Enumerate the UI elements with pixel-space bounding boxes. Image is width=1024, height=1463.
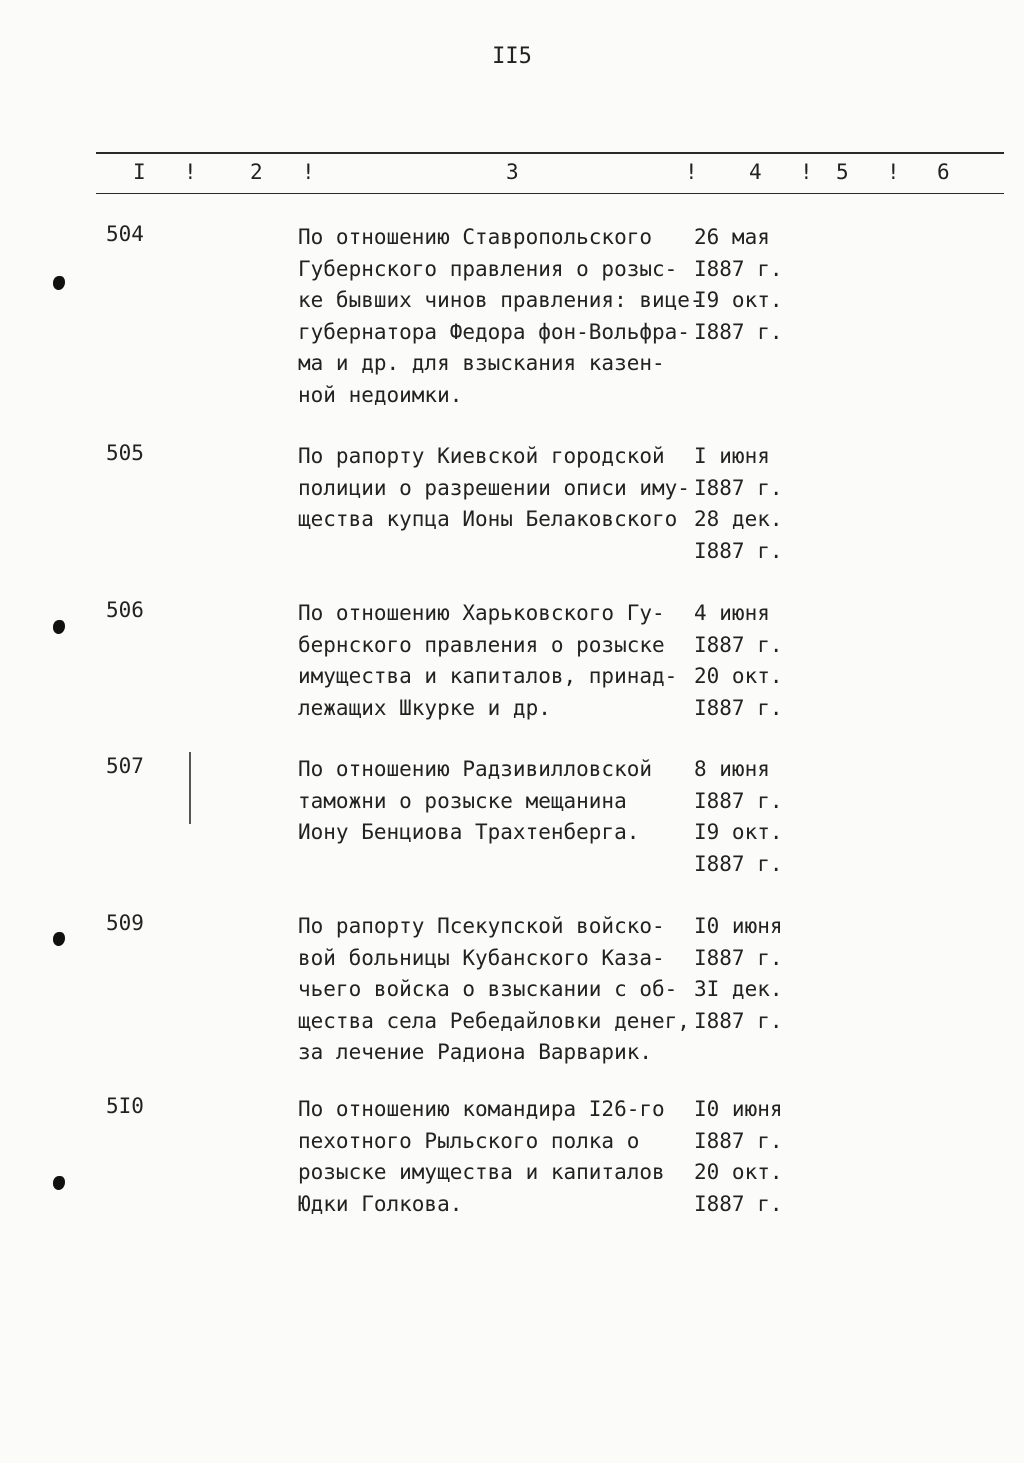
entry-date: I9 окт. — [694, 288, 783, 312]
entry-text-block — [298, 441, 783, 567]
entry-description: По отношению командира I26-го — [298, 1097, 665, 1121]
entry-date: I887 г. — [694, 851, 783, 876]
entry-number: 505 — [106, 441, 144, 465]
entry-line — [298, 693, 783, 725]
entry-line — [298, 536, 783, 568]
punch-hole-mark — [53, 932, 65, 946]
entry-date: 3I дек. — [694, 977, 783, 1001]
header-col-4: 4 — [749, 160, 762, 184]
entry-date: I887 г. — [694, 319, 783, 344]
entry-date: I887 г. — [694, 632, 783, 657]
entry-line — [298, 1189, 783, 1221]
entry-line — [298, 817, 783, 849]
entry-description: По отношению Ставропольского — [298, 225, 653, 249]
punch-hole-mark — [53, 1176, 65, 1190]
entry-text-block — [298, 222, 783, 411]
entry-line — [298, 849, 783, 881]
entry-line — [298, 1037, 783, 1069]
header-col-6: 6 — [937, 160, 950, 184]
header-col-3: 3 — [506, 160, 519, 184]
entry-line — [298, 661, 783, 693]
entry-date: I887 г. — [694, 1128, 783, 1153]
entry-line — [298, 943, 783, 975]
entry-number: 504 — [106, 222, 144, 246]
entry-description: щества купца Ионы Белаковского — [298, 507, 678, 531]
entry-description: По рапорту Псекупской войско- — [298, 914, 665, 938]
entry-date: 20 окт. — [694, 1160, 783, 1184]
entry-date: 8 июня — [694, 757, 770, 781]
entry-description: вой больницы Кубанского Каза- — [298, 945, 665, 970]
entry-description: ной недоимки. — [298, 382, 463, 407]
punch-hole-mark — [53, 276, 65, 290]
entry-date: I887 г. — [694, 1008, 783, 1033]
entry-date: 20 окт. — [694, 664, 783, 688]
entry-date: 26 мая — [694, 225, 770, 249]
entry-description: По отношению Радзивилловской — [298, 757, 653, 781]
entry-date: 4 июня — [694, 601, 770, 625]
entry-line — [298, 441, 783, 473]
entry-line — [298, 473, 783, 505]
entry-description: Губернского правления о розыс- — [298, 256, 678, 281]
entry-description: губернатора Федора фон-Вольфра- — [298, 319, 690, 344]
entry-text-block — [298, 911, 783, 1069]
entry-number: 509 — [106, 911, 144, 935]
entry-description: ке бывших чинов правления: вице- — [298, 288, 703, 312]
entry-line — [298, 504, 783, 536]
entry-date: I887 г. — [694, 695, 783, 720]
entry-line — [298, 1126, 783, 1158]
entry-line — [298, 1157, 783, 1189]
entry-date: I887 г. — [694, 475, 783, 500]
entry-description: По отношению Харьковского Гу- — [298, 601, 665, 625]
entry-description: чьего войска о взыскании с об- — [298, 977, 678, 1001]
entry-description: Иону Бенциова Трахтенберга. — [298, 820, 640, 844]
header-separator: ! — [685, 160, 698, 184]
entry-line — [298, 222, 783, 254]
entry-text-block — [298, 1094, 783, 1220]
table-header-rule — [96, 193, 1004, 194]
entry-line — [298, 630, 783, 662]
entry-line — [298, 974, 783, 1006]
page-number: II5 — [492, 44, 532, 69]
entry-description: По рапорту Киевской городской — [298, 444, 665, 468]
entry-description: розыске имущества и капиталов — [298, 1160, 665, 1184]
entry-line — [298, 754, 783, 786]
header-separator: ! — [800, 160, 813, 184]
header-separator: ! — [302, 160, 315, 184]
punch-hole-mark — [53, 620, 65, 634]
entry-text-block — [298, 598, 783, 724]
header-col-1: I — [133, 160, 146, 184]
entry-description: имущества и капиталов, принад- — [298, 664, 678, 688]
entry-line — [298, 786, 783, 818]
entry-line — [298, 348, 783, 380]
entry-description: пехотного Рыльского полка о — [298, 1128, 640, 1153]
entry-date: I887 г. — [694, 1191, 783, 1216]
entry-description: щества села Ребедайловки денег, — [298, 1008, 690, 1033]
header-separator: ! — [887, 160, 900, 184]
entry-number: 5I0 — [106, 1094, 144, 1118]
header-col-2: 2 — [250, 160, 263, 184]
entry-date: 28 дек. — [694, 507, 783, 531]
margin-mark — [189, 752, 191, 824]
entry-description: ма и др. для взыскания казен- — [298, 351, 665, 375]
entry-date: I0 июня — [694, 1097, 783, 1121]
entry-description: бернского правления о розыске — [298, 632, 665, 657]
entry-number: 507 — [106, 754, 144, 778]
entry-line — [298, 1006, 783, 1038]
entry-line — [298, 317, 783, 349]
entry-line — [298, 380, 783, 412]
entry-line — [298, 598, 783, 630]
entry-date: I9 окт. — [694, 820, 783, 844]
entry-description: таможни о розыске мещанина — [298, 788, 627, 813]
entry-date: I июня — [694, 444, 770, 468]
entry-number: 506 — [106, 598, 144, 622]
entry-date: I887 г. — [694, 788, 783, 813]
entry-line — [298, 285, 783, 317]
entry-line — [298, 1094, 783, 1126]
entry-line — [298, 911, 783, 943]
entry-description: лежащих Шкурке и др. — [298, 695, 551, 720]
entry-description: полиции о разрешении описи иму- — [298, 475, 690, 500]
entry-text-block — [298, 754, 783, 880]
table-top-rule — [96, 152, 1004, 154]
header-col-5: 5 — [836, 160, 849, 184]
header-separator: ! — [184, 160, 197, 184]
entry-date: I0 июня — [694, 914, 783, 938]
entry-description: за лечение Радиона Варварик. — [298, 1040, 653, 1064]
entry-line — [298, 254, 783, 286]
entry-description: Юдки Голкова. — [298, 1191, 463, 1216]
entry-date: I887 г. — [694, 538, 783, 563]
entry-date: I887 г. — [694, 256, 783, 281]
entry-date: I887 г. — [694, 945, 783, 970]
